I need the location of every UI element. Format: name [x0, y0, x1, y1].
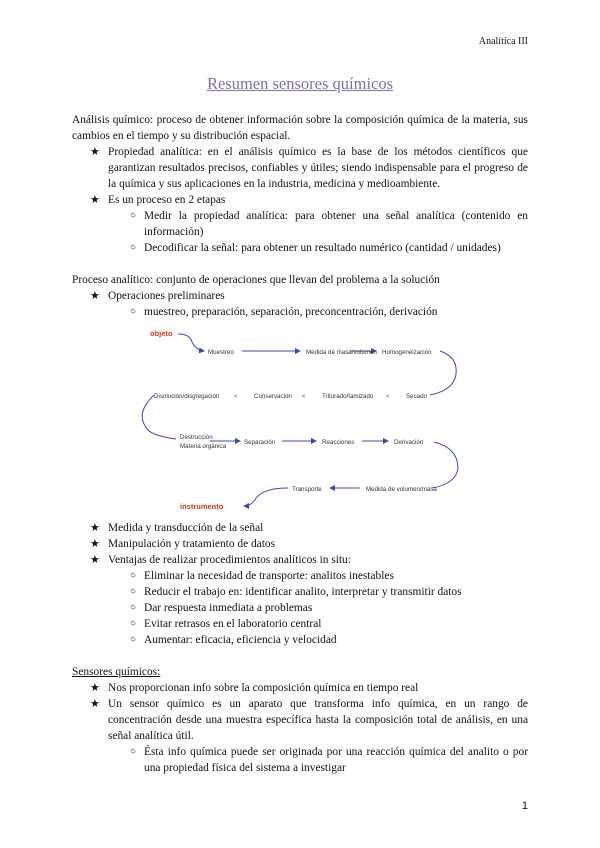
star-bullet-icon: ★: [90, 554, 100, 566]
star-bullet-icon: ★: [90, 290, 100, 302]
diagram-end-label: instrumento: [180, 502, 224, 511]
flow-arrow: [432, 442, 458, 488]
diagram-node: Muestreo: [208, 349, 234, 356]
bullet-two-stages: Es un proceso en 2 etapas: [108, 194, 226, 206]
diagram-node: Destrucción: [180, 434, 213, 441]
diagram-node: Conservación: [254, 393, 292, 400]
flow-arrow: [178, 334, 204, 351]
circle-bullet-icon: ○: [130, 586, 137, 597]
diagram-node: Derivación: [394, 439, 424, 446]
advantage-item: Reducir el trabajo en: identificar analito, interpretar y transmitir datos: [144, 586, 462, 598]
star-bullet-icon: ★: [90, 538, 100, 550]
process-title: Proceso analítico: conjunto de operaciones que llevan del problema a la solución: [72, 274, 440, 286]
svg-text:<: <: [386, 393, 390, 400]
prelim-operations: Operaciones preliminares: [108, 290, 225, 302]
diagram-node: Transporte: [292, 486, 322, 493]
intro-paragraph: Análisis químico: proceso de obtener información sobre la composición química de la materia, sus cambios en el tiempo y su distribución espacial.: [72, 114, 528, 142]
header-course: Analítica III: [478, 36, 528, 47]
flow-arrow: [142, 395, 176, 439]
advantage-item: Eliminar la necesidad de transporte: analitos inestables: [144, 570, 394, 582]
diagram-node: Separación: [244, 439, 276, 446]
star-bullet-icon: ★: [90, 522, 100, 534]
circle-bullet-icon: ○: [130, 210, 137, 221]
svg-text:<: <: [234, 393, 238, 400]
star-bullet-icon: ★: [90, 682, 100, 694]
diagram-node: Disolución/disgregación: [154, 393, 220, 400]
star-bullet-icon: ★: [90, 194, 100, 206]
star-bullet-icon: ★: [90, 698, 100, 710]
flow-arrow: [430, 351, 456, 395]
sensor-bullet: Un sensor químico es un aparato que transforma info química, en un rango de concentración desde una muestra específica hasta la composición total de análisis, en una señal analítica útil.: [108, 698, 528, 742]
bullet-analytic-property: Propiedad analítica: en el análisis químico es la base de los métodos científicos que garantizan resultados precisos, confiables y útiles; siendo indispensable para el progreso de la química y sus aplicaciones en la industria, medicina y medioambiente.: [108, 146, 528, 190]
diagram-node: Reacciones: [322, 439, 355, 446]
page-title: Resumen sensores químicos: [206, 74, 394, 93]
sensor-bullet: Nos proporcionan info sobre la composición química en tiempo real: [108, 682, 419, 694]
diagram-node: Medida de masa/volumen: [306, 349, 377, 356]
flow-arrow: [244, 488, 288, 506]
advantage-item: Dar respuesta inmediata a problemas: [144, 602, 313, 614]
diagram-node: Medida de volumen/masa: [366, 486, 437, 493]
diagram-node: Secado: [406, 393, 427, 400]
circle-bullet-icon: ○: [130, 746, 137, 757]
bullet-measure-transduction: Medida y transducción de la señal: [108, 522, 264, 534]
prelim-sublist: muestreo, preparación, separación, preconcentración, derivación: [144, 306, 438, 318]
page-number: 1: [521, 800, 528, 812]
circle-bullet-icon: ○: [130, 634, 137, 645]
diagram-start-label: objeto: [150, 329, 173, 338]
bullet-data-handling: Manipulación y tratamiento de datos: [108, 538, 276, 550]
section-title-sensors: Sensores químicos:: [72, 666, 161, 678]
circle-bullet-icon: ○: [130, 618, 137, 629]
svg-text:<: <: [302, 393, 306, 400]
advantage-item: Aumentar: eficacia, eficiencia y velocidad: [144, 634, 337, 646]
process-flow-diagram: [140, 322, 470, 518]
circle-bullet-icon: ○: [130, 242, 137, 253]
diagram-node: Homogeneización: [382, 349, 432, 356]
bullet-in-situ-advantages: Ventajas de realizar procedimientos analíticos in situ:: [108, 554, 351, 566]
circle-bullet-icon: ○: [130, 570, 137, 581]
diagram-node: Triturado/tamizado: [322, 393, 374, 400]
advantage-item: Evitar retrasos en el laboratorio central: [144, 618, 322, 630]
sensor-subitem: Ésta info química puede ser originada por una reacción química del analito o por una propiedad física del sistema a investigar: [144, 746, 528, 774]
stage-measure: Medir la propiedad analítica: para obtener una señal analítica (contenido en información): [144, 210, 528, 238]
diagram-node: Materia orgánica: [180, 443, 227, 450]
stage-decode: Decodificar la señal: para obtener un resultado numérico (cantidad / unidades): [144, 242, 501, 254]
circle-bullet-icon: ○: [130, 306, 137, 317]
circle-bullet-icon: ○: [130, 602, 137, 613]
star-bullet-icon: ★: [90, 146, 100, 158]
